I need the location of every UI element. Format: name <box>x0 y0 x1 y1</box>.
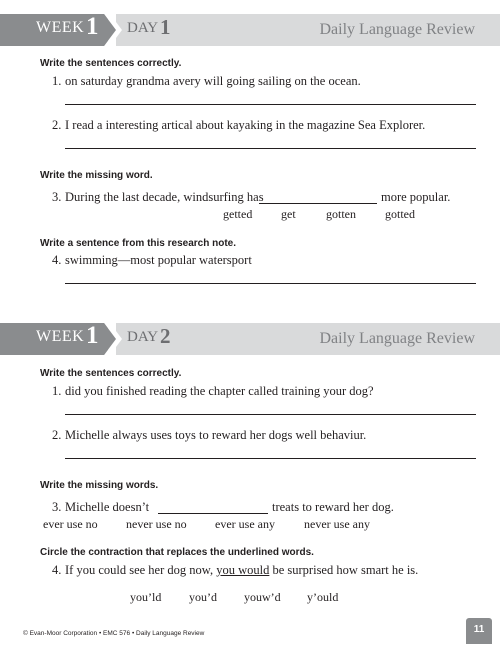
instruction-research: Write a sentence from this research note. <box>40 238 236 249</box>
section-title: Daily Language Review <box>319 21 475 38</box>
instruction-contraction: Circle the contraction that replaces the underlined words. <box>40 547 314 558</box>
contraction-option[interactable]: y’ould <box>307 590 339 604</box>
instruction-missing: Write the missing words. <box>40 480 159 491</box>
item-number: 1. <box>52 384 62 398</box>
item-3-before: During the last decade, windsurfing has <box>65 190 264 204</box>
word-option[interactable]: gotted <box>385 207 415 221</box>
item-4-after: be surprised how smart he is. <box>272 563 419 577</box>
blank-line[interactable] <box>158 513 268 514</box>
item-number: 2. <box>52 428 62 442</box>
item-1-text: on saturday grandma avery will going sailing on the ocean. <box>65 74 361 88</box>
item-number: 1. <box>52 74 62 88</box>
item-3-after: more popular. <box>381 190 451 204</box>
day-label: DAY <box>127 329 159 345</box>
blank-line[interactable] <box>259 203 377 204</box>
week-number: 1 <box>86 322 99 349</box>
underlined-words: you would <box>216 563 270 577</box>
week-label: WEEK <box>36 19 85 36</box>
section-title: Daily Language Review <box>319 330 475 347</box>
word-option[interactable]: ever use no <box>43 517 98 531</box>
week-label: WEEK <box>36 328 85 345</box>
item-4-before: If you could see her dog now, <box>65 563 214 577</box>
item-2-text: I read a interesting artical about kayaking in the magazine Sea Explorer. <box>65 118 426 132</box>
answer-line-1[interactable] <box>65 104 476 105</box>
instruction-missing: Write the missing word. <box>40 170 153 181</box>
item-number: 3. <box>52 190 62 204</box>
footer-credit: © Evan-Moor Corporation • EMC 576 • Daily Language Review <box>23 630 205 637</box>
day2-header <box>0 323 500 355</box>
answer-line-2[interactable] <box>65 458 476 459</box>
word-option[interactable]: never use no <box>126 517 187 531</box>
answer-line-4[interactable] <box>65 283 476 284</box>
day-label: DAY <box>127 20 159 36</box>
item-4-text: swimming—most popular watersport <box>65 253 252 267</box>
item-3-after: treats to reward her dog. <box>272 500 394 514</box>
word-option[interactable]: ever use any <box>215 517 275 531</box>
instruction-correct: Write the sentences correctly. <box>40 368 182 379</box>
instruction-correct: Write the sentences correctly. <box>40 58 182 69</box>
word-option[interactable]: never use any <box>304 517 370 531</box>
item-number: 4. <box>52 253 62 267</box>
day-number: 2 <box>160 324 171 348</box>
item-number: 3. <box>52 500 62 514</box>
item-number: 4. <box>52 563 62 577</box>
week-number: 1 <box>86 13 99 40</box>
word-option[interactable]: gotten <box>326 207 356 221</box>
item-4-sentence <box>65 563 418 578</box>
item-1-text: did you finished reading the chapter called training your dog? <box>65 384 374 398</box>
item-3-before: Michelle doesn’t <box>65 500 150 514</box>
word-option[interactable]: getted <box>223 207 253 221</box>
answer-line-2[interactable] <box>65 148 476 149</box>
contraction-option[interactable]: you’ld <box>130 590 162 604</box>
contraction-option[interactable]: you’d <box>189 590 217 604</box>
item-number: 2. <box>52 118 62 132</box>
page-number: 11 <box>473 624 485 635</box>
answer-line-1[interactable] <box>65 414 476 415</box>
word-option[interactable]: get <box>281 207 296 221</box>
contraction-option[interactable]: youw’d <box>244 590 281 604</box>
day-number: 1 <box>160 15 171 39</box>
page-number-box <box>466 618 492 644</box>
day1-header <box>0 14 500 46</box>
item-2-text: Michelle always uses toys to reward her dogs well behaviur. <box>65 428 367 442</box>
